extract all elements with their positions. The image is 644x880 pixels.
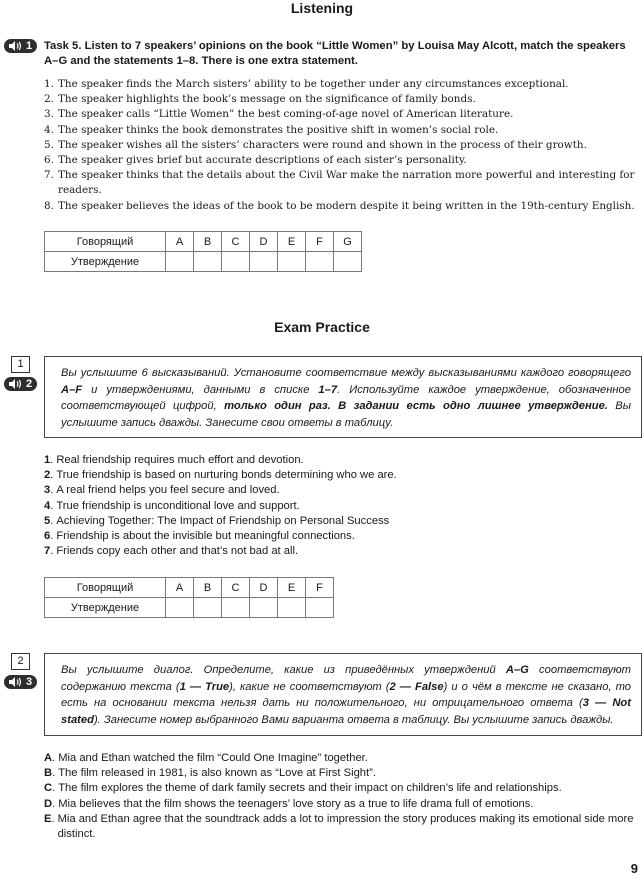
answer-cell[interactable] [306, 252, 334, 272]
column-header: E [278, 578, 306, 598]
list-item: D . Mia believes that the film shows the teenagers’ love story as a true to life drama full of emotions. [44, 797, 534, 810]
column-header: C [222, 232, 250, 252]
list-item: 6. The speaker gives brief but accurate descriptions of each sister’s personality. [44, 154, 467, 167]
task-number-box: 2 [11, 653, 30, 670]
speaker-icon [9, 379, 23, 389]
column-header: A [166, 232, 194, 252]
list-item: 5 . Achieving Together: The Impact of Friendship on Personal Success [44, 514, 390, 527]
task-instruction-box: Вы услышите 6 высказываний. Установите соответствие между высказываниями каждого говорящего A–F и утверждениями, данными в списке 1–7. Используйте каждое утверждение, обозначенное соответствующей цифрой, только один раз. В задании есть одно лишнее утверждение. Вы услышите запись дважды. Занесите свои ответы в таблицу. [44, 356, 642, 438]
column-header: F [306, 578, 334, 598]
answer-cell[interactable] [166, 598, 194, 618]
list-item: B . The film released in 1981, is also known as “Love at First Sight”. [44, 767, 376, 780]
section-title-exam-practice: Exam Practice [274, 319, 370, 335]
list-item: 1. The speaker finds the March sisters’ ability to be together under any circumstances exceptional. [44, 78, 569, 90]
column-header: E [278, 232, 306, 252]
table-row-label: Утверждение [45, 252, 166, 272]
list-item: 6 . Friendship is about the invisible but meaningful connections. [44, 530, 355, 543]
list-item: 4 . True friendship is unconditional love and support. [44, 499, 300, 512]
answer-cell[interactable] [250, 252, 278, 272]
audio-track-number: 1 [25, 40, 33, 52]
table-row-label: Говорящий [45, 232, 166, 252]
column-header: F [306, 232, 334, 252]
column-header: B [194, 578, 222, 598]
column-header: D [250, 232, 278, 252]
answer-cell[interactable] [278, 598, 306, 618]
section-title-listening: Listening [290, 0, 354, 16]
column-header: D [250, 578, 278, 598]
column-header: G [334, 232, 362, 252]
column-header: A [166, 578, 194, 598]
task-number-box: 1 [11, 356, 30, 373]
list-item: 1 . Real friendship requires much effort and devotion. [44, 454, 304, 466]
list-item: 3 . A real friend helps you feel secure and loved. [44, 484, 280, 497]
list-item: 8. The speaker believes the ideas of the book to be modern despite it being written in the 19th-century English. [44, 199, 635, 212]
list-item: 7 . Friends copy each other and that’s not bad at all. [44, 545, 299, 558]
table-row-label: Утверждение [45, 598, 166, 618]
answer-cell[interactable] [250, 598, 278, 618]
answer-cell[interactable] [334, 252, 362, 272]
audio-track-badge[interactable] [4, 39, 37, 53]
list-item: E . Mia and Ethan agree that the soundtrack adds a lot to impression the story produces making its emotional side more distinct. [44, 812, 634, 841]
list-item: 5. The speaker wishes all the sisters’ characters were round and shown in the process of their growth. [44, 138, 587, 151]
table-row-label: Говорящий [45, 578, 166, 598]
audio-track-number: 2 [25, 378, 33, 390]
audio-track-number: 3 [25, 676, 33, 688]
column-header: B [194, 232, 222, 252]
answer-cell[interactable] [278, 252, 306, 272]
answer-cell[interactable] [194, 598, 222, 618]
answer-table [44, 231, 362, 272]
list-item: A . Mia and Ethan watched the film “Could One Imagine” together. [44, 752, 368, 764]
answer-cell[interactable] [166, 252, 194, 272]
task-instruction-box: Вы услышите диалог. Определите, какие из приведённых утверждений A–G соответствуют содержанию текста (1 — True), какие не соответствуют (2 — False) и о чём в тексте не сказано, то есть на основании текста нельзя дать ни положительного, ни отрицательного ответа (3 — Not stated). Занесите номер выбранного Вами варианта ответа в таблицу. Вы услышите запись дважды. [44, 653, 642, 736]
answer-cell[interactable] [306, 598, 334, 618]
page-number: 9 [630, 861, 638, 876]
audio-track-badge[interactable] [4, 377, 37, 391]
answer-table [44, 577, 334, 618]
list-item: 4. The speaker thinks the book demonstrates the positive shift in women’s social role. [44, 123, 499, 136]
task-instruction: Task 5. Listen to 7 speakers’ opinions on the book “Little Women” by Louisa May Alcott, match the speakers A–G and the statements 1–8. There is one extra statement. [44, 40, 626, 67]
list-item: C . The film explores the theme of dark family secrets and their impact on children’s life and relationships. [44, 782, 562, 795]
list-item: 2 . True friendship is based on nurturing bonds determining who we are. [44, 469, 397, 482]
answer-cell[interactable] [194, 252, 222, 272]
answer-cell[interactable] [222, 252, 250, 272]
answer-cell[interactable] [222, 598, 250, 618]
speaker-icon [9, 41, 23, 51]
statements-list [44, 751, 642, 842]
column-header: C [222, 578, 250, 598]
statements-list [44, 77, 642, 214]
statements-list [44, 453, 642, 559]
list-item: 3. The speaker calls “Little Women” the best coming-of-age novel of American literature. [44, 108, 514, 121]
audio-track-badge[interactable] [4, 675, 37, 689]
list-item: 7. The speaker thinks that the details about the Civil War make the narration more powerful and interesting for readers. [44, 169, 635, 197]
speaker-icon [9, 677, 23, 687]
list-item: 2. The speaker highlights the book’s message on the significance of family bonds. [44, 93, 476, 106]
